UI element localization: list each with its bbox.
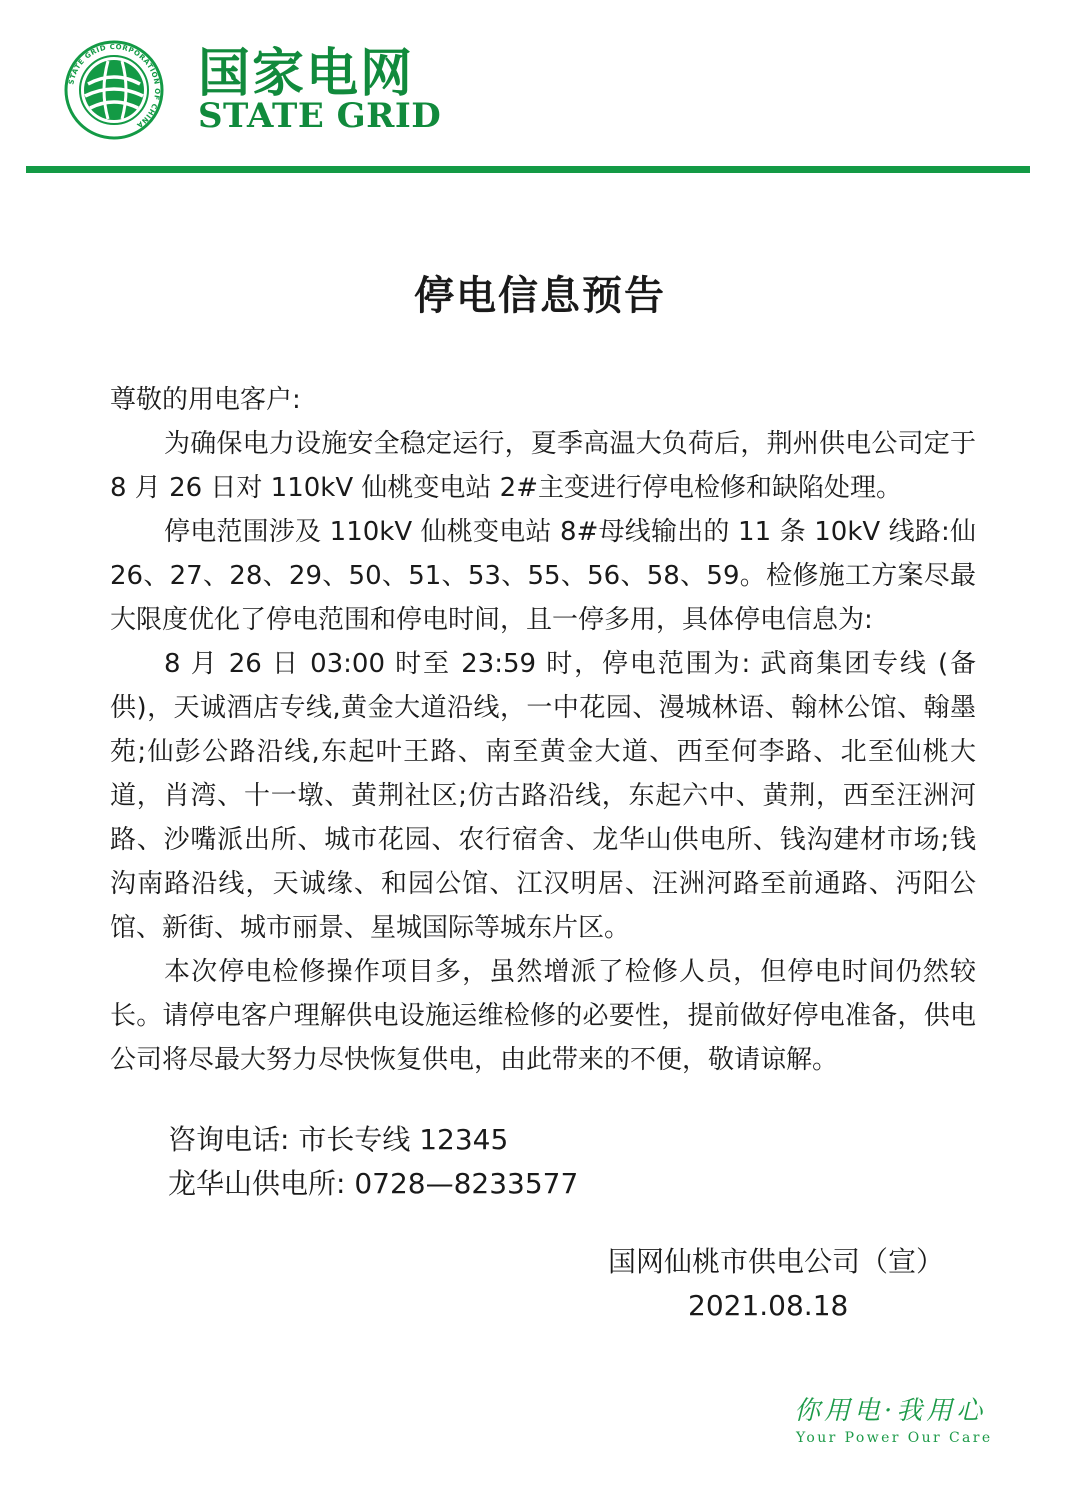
paragraph-schedule: 8 月 26 日 03:00 时至 23:59 时，停电范围为: 武商集团专线 (备供)，天诚酒店专线,黄金大道沿线，一中花园、漫城林语、翰林公馆、翰墨苑;仙彭公路沿线,东起叶王路、南至黄金大道、西至何李路、北至仙桃大道，肖湾、十一墩、黄荆社区;仿古路沿线，东起六中、黄荆，西至汪洲河路、沙嘴派出所、城市花园、农行宿舍、龙华山供电所、钱沟建材市场;钱沟南路沿线，天诚缘、和园公馆、江汉明居、汪洲河路至前通路、沔阳公馆、新街、城市丽景、星城国际等城东片区。 [110,649,976,943]
state-grid-globe-icon [64,40,164,140]
paragraph-maintenance: 为确保电力设施安全稳定运行，夏季高温大负荷后，荆州供电公司定于 8 月 26 日对 110kV 仙桃变电站 2#主变进行停电检修和缺陷处理。 [110,429,976,503]
hotline-line: 咨询电话: 市长专线 12345 [168,1123,509,1156]
header-divider [26,166,1030,173]
signoff [560,1240,980,1328]
notice-title: 停电信息预告 [414,273,666,319]
issuing-organization: 国网仙桃市供电公司（宣） [608,1245,945,1278]
brand-name-en: STATE GRID [198,96,442,136]
notice-body [110,378,976,1082]
station-phone-line: 龙华山供电所: 0728—8233577 [168,1167,579,1200]
paragraph-scope: 停电范围涉及 110kV 仙桃变电站 8#母线输出的 11 条 10kV 线路:仙 26、27、28、29、50、51、53、55、56、58、59。检修施工方案尽最大限度优化了停电范围和停电时间，且一停多用，具体停电信息为: [110,517,976,635]
greeting: 尊敬的用电客户: [110,385,301,415]
paragraph-apology: 本次停电检修操作项目多，虽然增派了检修人员，但停电时间仍然较长。请停电客户理解供电设施运维检修的必要性，提前做好停电准备，供电公司将尽最大努力尽快恢复供电，由此带来的不便，敬请谅解。 [110,957,976,1075]
issue-date: 2021.08.18 [688,1289,849,1322]
brand-name-cn: 国家电网 [198,44,415,104]
emblem-ring-text: STATE GRID CORPORATION OF CHINA [67,42,162,130]
slogan [780,1394,1020,1448]
slogan-en: Your Power Our Care [796,1430,993,1446]
slogan-cn: 你用电·我用心 [794,1396,987,1426]
letterhead [0,0,1080,180]
contact-info [168,1118,578,1206]
